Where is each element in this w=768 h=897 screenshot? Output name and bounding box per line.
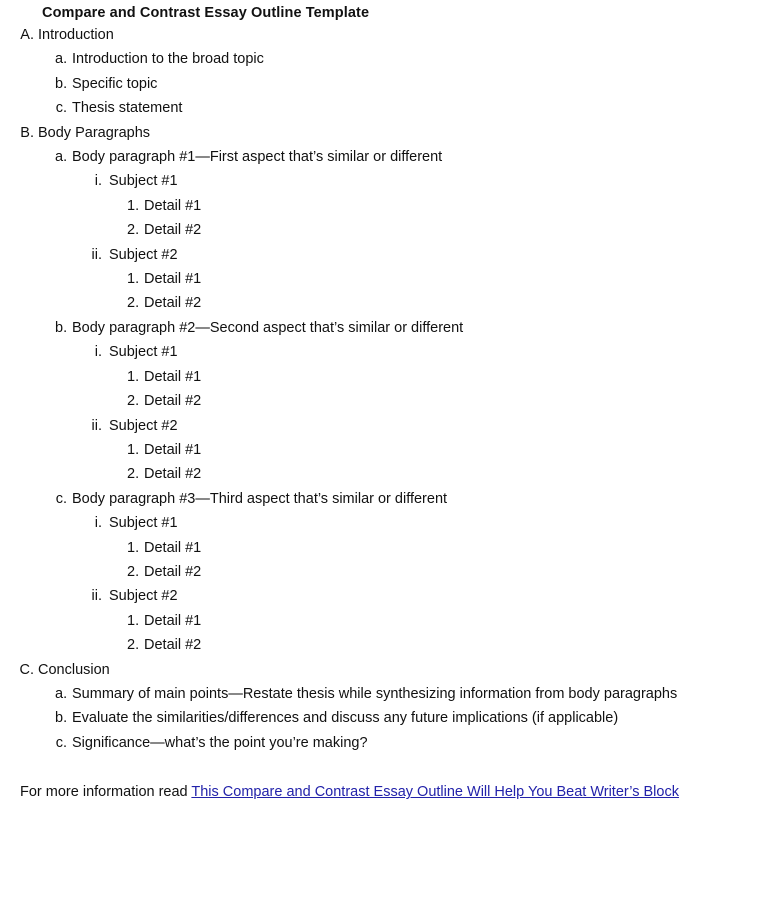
outline-label: Detail #1 xyxy=(144,197,202,214)
outline-item-b-a-ii-2 xyxy=(127,291,768,315)
outline-label: Subject #1 xyxy=(109,344,178,361)
footer-note xyxy=(20,780,720,804)
outline-item-b-c-i xyxy=(86,511,768,535)
outline-marker: C. xyxy=(19,661,34,678)
outline-label: Detail #2 xyxy=(144,295,202,312)
outline-item-b-b-i xyxy=(86,340,768,364)
essay-outline-link[interactable]: This Compare and Contrast Essay Outline Will Help You Beat Writer’s Block xyxy=(191,784,679,801)
outline-item-a-c xyxy=(55,96,768,120)
outline-item-b-b-ii-1 xyxy=(127,438,768,462)
outline-item-b-b-i-1 xyxy=(127,365,768,389)
outline-item-b-c-ii-1 xyxy=(127,609,768,633)
outline-item-b-b-i-2 xyxy=(127,389,768,413)
outline-marker: B. xyxy=(20,124,34,141)
outline-label: Introduction xyxy=(38,27,114,43)
outline-label: Subject #2 xyxy=(109,417,178,434)
outline-item-b-a xyxy=(55,145,768,169)
outline-label: Specific topic xyxy=(72,75,158,92)
outline-item-a-b xyxy=(55,72,768,96)
outline-item-b-a-i xyxy=(86,169,768,193)
outline-label: Body paragraph #2—Second aspect that’s similar or different xyxy=(72,319,464,336)
outline-label: Detail #1 xyxy=(144,612,202,629)
outline-label: Summary of main points—Restate thesis while synthesizing information from body paragraphs xyxy=(72,685,678,702)
outline-marker: b. xyxy=(55,319,68,336)
outline-item-b-a-i-1 xyxy=(127,194,768,218)
outline-marker: 1. xyxy=(127,441,140,458)
outline-item-b xyxy=(18,121,768,145)
outline-marker: 2. xyxy=(127,393,140,410)
outline-marker: A. xyxy=(20,27,34,43)
outline-item-b-b xyxy=(55,316,768,340)
outline-label: Detail #2 xyxy=(144,466,202,483)
outline-label: Detail #1 xyxy=(144,271,202,288)
outline-marker: c. xyxy=(55,100,67,117)
outline-item-b-a-ii xyxy=(86,243,768,267)
outline-label: Subject #1 xyxy=(109,173,178,190)
outline-label: Subject #2 xyxy=(109,246,178,263)
outline-marker: a. xyxy=(55,51,68,68)
outline-item-b-c-ii-2 xyxy=(127,633,768,657)
outline-label: Detail #1 xyxy=(144,368,202,385)
outline-item-b-b-ii xyxy=(86,414,768,438)
outline-label: Detail #2 xyxy=(144,563,202,580)
outline-label: Evaluate the similarities/differences and discuss any future implications (if applicable) xyxy=(72,710,619,727)
footer-lead-text: For more information read xyxy=(20,784,192,801)
outline-label: Conclusion xyxy=(38,661,110,678)
outline-label: Detail #2 xyxy=(144,637,202,654)
outline-label: Body paragraph #3—Third aspect that’s similar or different xyxy=(72,490,448,507)
outline-marker: c. xyxy=(55,734,67,751)
outline-label: Subject #1 xyxy=(109,515,178,532)
outline-marker: 1. xyxy=(127,539,140,556)
outline-item-b-a-i-2 xyxy=(127,218,768,242)
outline-label: Significance—what’s the point you’re making? xyxy=(72,734,368,751)
outline-marker: 2. xyxy=(127,466,140,483)
outline-marker: i. xyxy=(94,515,102,532)
outline-marker: 1. xyxy=(127,368,140,385)
outline-marker: a. xyxy=(55,685,68,702)
outline-label: Detail #1 xyxy=(144,441,202,458)
outline-marker: 2. xyxy=(127,637,140,654)
outline-item-a xyxy=(18,23,768,47)
outline-item-c-b xyxy=(55,706,768,730)
outline-marker: 1. xyxy=(127,197,140,214)
outline-item-b-c-i-1 xyxy=(127,536,768,560)
outline-item-a-a xyxy=(55,47,768,71)
outline-item-b-c-ii xyxy=(86,584,768,608)
outline-label: Body paragraph #1—First aspect that’s similar or different xyxy=(72,149,443,166)
page-title: Compare and Contrast Essay Outline Template xyxy=(42,5,370,21)
outline-marker: ii. xyxy=(91,417,102,434)
outline-item-b-c-i-2 xyxy=(127,560,768,584)
outline-marker: b. xyxy=(55,75,68,92)
outline-marker: i. xyxy=(94,344,102,361)
outline-marker: i. xyxy=(94,173,102,190)
outline-label: Detail #2 xyxy=(144,393,202,410)
outline-item-c xyxy=(18,658,768,682)
outline-label: Detail #1 xyxy=(144,539,202,556)
outline-marker: c. xyxy=(55,490,67,507)
outline-marker: 1. xyxy=(127,271,140,288)
outline-marker: 1. xyxy=(127,612,140,629)
outline-label: Body Paragraphs xyxy=(38,124,151,141)
outline-item-c-a xyxy=(55,682,768,706)
outline-item-b-c xyxy=(55,487,768,511)
outline-marker: a. xyxy=(55,149,68,166)
outline-label: Detail #2 xyxy=(144,222,202,239)
outline-label: Introduction to the broad topic xyxy=(72,51,264,68)
outline-marker: 2. xyxy=(127,295,140,312)
outline-item-c-c xyxy=(55,731,768,755)
outline-marker: b. xyxy=(55,710,68,727)
outline-label: Thesis statement xyxy=(72,100,183,117)
outline-marker: 2. xyxy=(127,222,140,239)
outline-item-b-b-ii-2 xyxy=(127,462,768,486)
outline-label: Subject #2 xyxy=(109,588,178,605)
outline-marker: ii. xyxy=(91,588,102,605)
outline-marker: 2. xyxy=(127,563,140,580)
outline-marker: ii. xyxy=(91,246,102,263)
outline-item-b-a-ii-1 xyxy=(127,267,768,291)
